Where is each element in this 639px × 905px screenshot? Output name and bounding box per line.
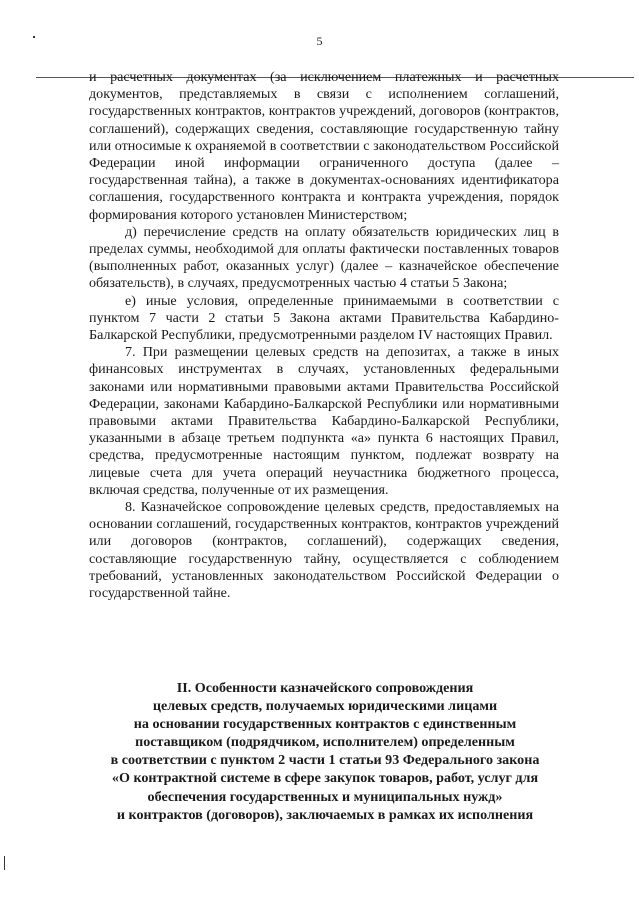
- paragraph-item-e: е) иные условия, определенные принимаемыми в соответствии с пунктом 7 части 2 статьи 5 Закона актами Правительства Кабардино-Балкарской Республики, предусмотренными разделом IV настоящих Правил.: [89, 292, 559, 344]
- section-heading-line: в соответствии с пунктом 2 части 1 статьи 93 Федерального закона: [110, 752, 540, 769]
- margin-mark: [4, 856, 5, 870]
- paragraph-item-d: д) перечисление средств на оплату обязательств юридических лиц в пределах суммы, необходимой для оплаты фактически поставленных товаров (выполненных работ, оказанных услуг) (далее – казначейское обеспечение обязательств), в случаях, предусмотренных частью 4 статьи 5 Закона;: [89, 223, 559, 292]
- section-heading-line: поставщиком (подрядчиком, исполнителем) определенным: [135, 734, 515, 751]
- paragraph-clause-7: 7. При размещении целевых средств на депозитах, а также в иных финансовых инструментах в случаях, установленных федеральными законами или нормативными правовыми актами Правительства Российской Федерации, законами Кабардино-Балкарской Республики или нормативными правовыми актами Правительства Кабардино-Балкарской Республики, указанными в абзаце третьем подпункта «а» пункта 6 настоящих Правил, средства, предусмотренные настоящим пунктом, подлежат возврату на лицевые счета для учета операций неучастника бюджетного процесса, включая средства, полученные от их размещения.: [89, 344, 559, 498]
- section-heading-line: целевых средств, получаемых юридическими лицами: [152, 698, 498, 715]
- section-heading-line: и контрактов (договоров), заключаемых в рамках их исполнения: [116, 806, 534, 823]
- paragraph-clause-8: 8. Казначейское сопровождение целевых средств, предоставляемых на основании соглашений, государственных контрактов, контрактов учреждений или договоров (контрактов, соглашений), содержащих сведения, составляющие государственную тайну, осуществляется с соблюдением требований, установленных законодательством Российской Федерации о государственной тайне.: [89, 499, 559, 602]
- section-heading: [89, 679, 561, 824]
- page-number: 5: [316, 34, 323, 48]
- section-heading-line: «О контрактной системе в сфере закупок товаров, работ, услуг для: [111, 770, 539, 787]
- section-heading-line: II. Особенности казначейского сопровождения: [176, 680, 474, 696]
- margin-mark: [33, 36, 35, 38]
- section-heading-line: обеспечения государственных и муниципальных нужд»: [147, 788, 503, 805]
- paragraph-continuation: и расчетных документах (за исключением платежных и расчетных документов, представляемых в связи с исполнением соглашений, государственных контрактов, контрактов учреждений, договоров (контрактов, соглашений), содержащих сведения, составляющие государственную тайну или относимые к охраняемой в соответствии с законодательством Российской Федерации иной информации ограниченного доступа (далее – государственная тайна), а также в документах-основаниях идентификатора соглашения, государственного контракта и контракта учреждения, порядок формирования которого установлен Министерством;: [89, 69, 559, 223]
- body-text: [89, 69, 559, 602]
- section-heading-line: на основании государственных контрактов с единственным: [133, 716, 517, 733]
